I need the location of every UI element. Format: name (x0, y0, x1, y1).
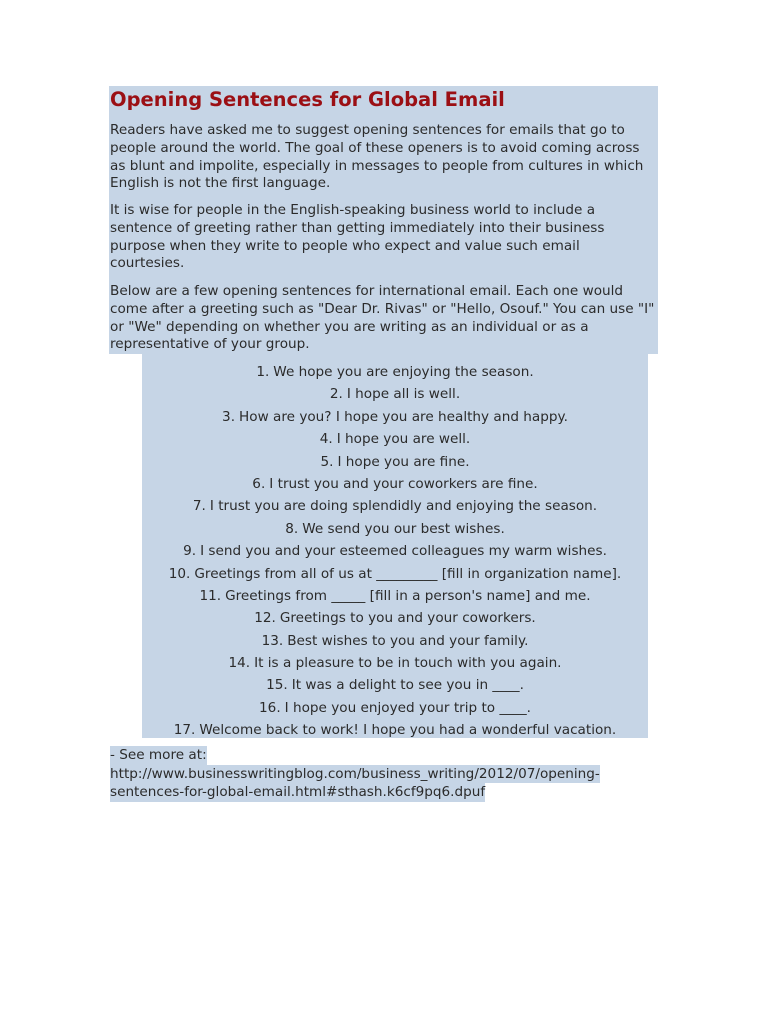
list-item (142, 607, 648, 629)
list-item (142, 361, 648, 383)
list-item-text: We hope you are enjoying the season. (273, 364, 534, 380)
see-more-label: - See more at: (110, 747, 207, 763)
source-link-line-2[interactable]: sentences-for-global-email.html#sthash.k6cf9pq6.dpuf (110, 784, 486, 800)
list-item-text: I trust you and your coworkers are fine. (269, 475, 538, 492)
list-item-text: I hope you are well. (336, 431, 471, 448)
list-item-text: Best wishes to you and your family. (287, 632, 529, 649)
source-link-line-1[interactable]: http://www.businesswritingblog.com/business_writing/2012/07/opening- (110, 765, 600, 782)
list-item-text: How are you? I hope you are healthy and happy. (239, 408, 568, 425)
intro-paragraph-1: Readers have asked me to suggest opening sentences for emails that go to people around the world. The goal of these openers is to avoid coming across as blunt and impolite, especially in messages to people from cultures in which English is not the first language. (110, 122, 644, 192)
list-item-number: 14. (228, 655, 251, 672)
list-item (142, 563, 648, 585)
list-item-number: 6. (252, 475, 266, 492)
list-item (142, 674, 648, 696)
list-item (142, 697, 648, 719)
list-item-text: I trust you are doing splendidly and enjoying the season. (209, 498, 598, 515)
list-item (142, 630, 648, 652)
list-item-number: 9. (183, 543, 197, 560)
list-item-number: 1. (256, 364, 270, 380)
list-item (142, 406, 648, 428)
list-item-number: 17. (173, 722, 196, 739)
list-item-text: Greetings from all of us at _________ [fill in organization name]. (194, 565, 622, 582)
list-item-number: 4. (319, 431, 333, 448)
list-item-text: It was a delight to see you in ____. (291, 677, 524, 694)
list-item-number: 2. (329, 386, 343, 403)
list-item-text: Greetings to you and your coworkers. (279, 610, 536, 627)
list-item-text: We send you our best wishes. (302, 520, 505, 537)
list-item-number: 7. (192, 498, 206, 515)
list-item-number: 10. (168, 565, 191, 582)
list-item (142, 473, 648, 495)
list-item-text: I hope all is well. (346, 386, 461, 403)
list-item (142, 540, 648, 562)
list-item (142, 652, 648, 674)
see-more-block (110, 746, 600, 802)
list-item (142, 428, 648, 450)
source-link[interactable] (110, 766, 600, 801)
list-item (142, 518, 648, 540)
list-item-number: 15. (266, 677, 288, 694)
list-item-number: 5. (320, 453, 334, 470)
opening-sentences-list (142, 361, 648, 742)
list-item (142, 719, 648, 741)
list-item-number: 11. (199, 587, 222, 604)
list-item-number: 12. (254, 610, 276, 627)
list-item (142, 383, 648, 405)
list-item-number: 3. (222, 408, 236, 425)
intro-paragraph-2: It is wise for people in the English-speaking business world to include a sentence of greeting rather than getting immediately into their business purpose when they write to people who expect and value such email courtesies. (110, 202, 605, 272)
list-item-text: I send you and your esteemed colleagues my warm wishes. (200, 543, 607, 560)
list-item (142, 451, 648, 473)
intro-paragraph-3: Below are a few opening sentences for international email. Each one would come after a greeting such as "Dear Dr. Rivas" or "Hello, Osouf." You can use "I" or "We" depending on whether you are writing as an individual or as a representative of your group. (110, 283, 655, 353)
list-item (142, 585, 648, 607)
list-item-text: Greetings from _____ [fill in a person's name] and me. (225, 587, 591, 604)
list-item-number: 16. (259, 699, 281, 716)
list-item-text: I hope you are fine. (337, 453, 470, 470)
list-item-text: Welcome back to work! I hope you had a wonderful vacation. (199, 722, 617, 739)
list-item-number: 13. (261, 632, 284, 649)
list-item-number: 8. (285, 520, 299, 537)
list-item-text: It is a pleasure to be in touch with you again. (254, 655, 562, 672)
page-title: Opening Sentences for Global Email (110, 88, 505, 111)
list-item-text: I hope you enjoyed your trip to ____. (284, 699, 531, 716)
list-item (142, 495, 648, 517)
